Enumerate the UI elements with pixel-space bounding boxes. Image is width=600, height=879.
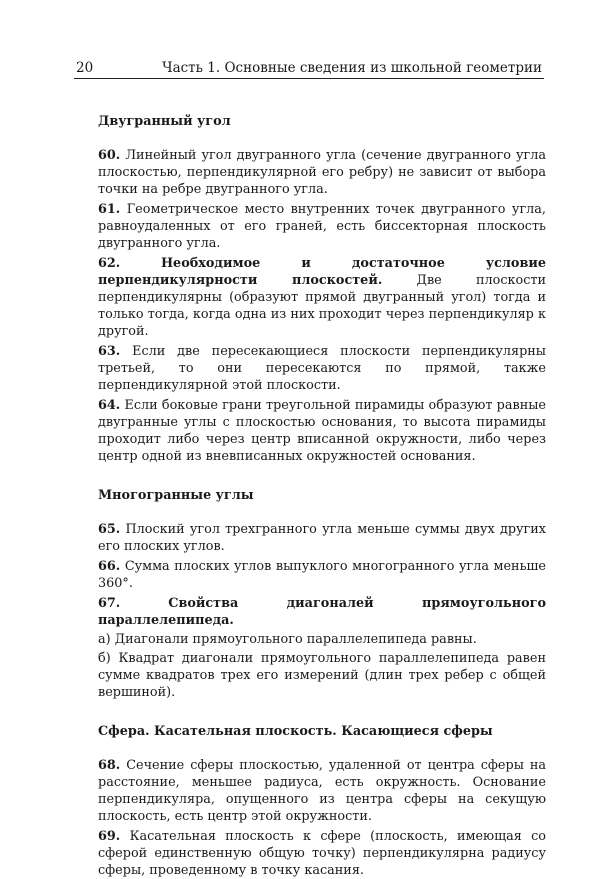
item-number: 64. [98,398,121,413]
section-title: Сфера. Касательная плоскость. Касающиеся сферы [98,724,493,739]
item-number: 66. [98,559,121,574]
item-text: Геометрическое место внутренних точек двугранного угла, равноудаленных от его граней, есть биссекторная плоскость двугранного угла. [98,202,546,251]
item-number: 65. [98,522,121,537]
item-number: 61. [98,202,121,217]
section-title: Двугранный угол [98,114,231,129]
theorem-item [98,828,546,879]
page-content [98,110,546,879]
item-number: 63. [98,344,121,359]
theorem-item [98,595,546,629]
theorem-item [98,201,546,252]
theorem-item [98,397,546,465]
section-title: Многогранные углы [98,488,254,503]
theorem-item [98,558,546,592]
item-number: 67. [98,596,121,611]
theorem-item [98,147,546,198]
item-text: Две плоскости перпендикулярны (образуют прямой двугранный угол) тогда и только тогда, когда одна из них проходит через перпендикуляр к другой. [98,273,546,339]
item-text: Касательная плоскость к сфере (плоскость, имеющая со сферой единственную общую точку) перпендикулярна радиусу сферы, проведенному в точку касания. [98,829,546,878]
item-text: Если боковые грани треугольной пирамиды образуют равные двугранные углы с плоскостью основания, то высота пирамиды проходит либо через центр вписанной окружности, либо через центр одной из вневписанных окружностей основания. [98,398,546,464]
running-title: Часть 1. Основные сведения из школьной геометрии [162,60,542,76]
item-text: Если две пересекающиеся плоскости перпендикулярны третьей, то они пересекаются по прямой, также перпендикулярной этой плоскости. [98,344,546,393]
item-number: 62. [98,256,121,271]
item-text: Сечение сферы плоскостью, удаленной от центра сферы на расстояние, меньшее радиуса, есть окружность. Основание перпендикуляра, опущенного из центра сферы на секущую плоскость, есть центр этой окружности. [98,758,546,824]
theorem-item [98,757,546,825]
item-number: 69. [98,829,121,844]
item-bold-title: Свойства диагоналей прямоугольного параллелепипеда. [98,596,546,628]
sub-item: б) Квадрат диагонали прямоугольного параллелепипеда равен сумме квадратов трех его измерений (длин трех ребер с общей вершиной). [98,651,546,700]
page-header [74,60,544,79]
item-bold-title: Необходимое и достаточное условие перпендикулярности плоскостей. [98,256,546,288]
item-text: Плоский угол трехгранного угла меньше суммы двух других его плоских углов. [98,522,546,554]
theorem-item [98,521,546,555]
item-text: Сумма плоских углов выпуклого многогранного угла меньше 360°. [98,559,547,591]
page-number: 20 [76,60,94,76]
item-number: 60. [98,148,121,163]
item-text: Линейный угол двугранного угла (сечение двугранного угла плоскостью, перпендикулярной его ребру) не зависит от выбора точки на ребре двугранного угла. [98,148,547,197]
theorem-item [98,343,546,394]
sub-item: а) Диагонали прямоугольного параллелепипеда равны. [98,632,477,647]
theorem-item [98,255,546,340]
item-number: 68. [98,758,121,773]
